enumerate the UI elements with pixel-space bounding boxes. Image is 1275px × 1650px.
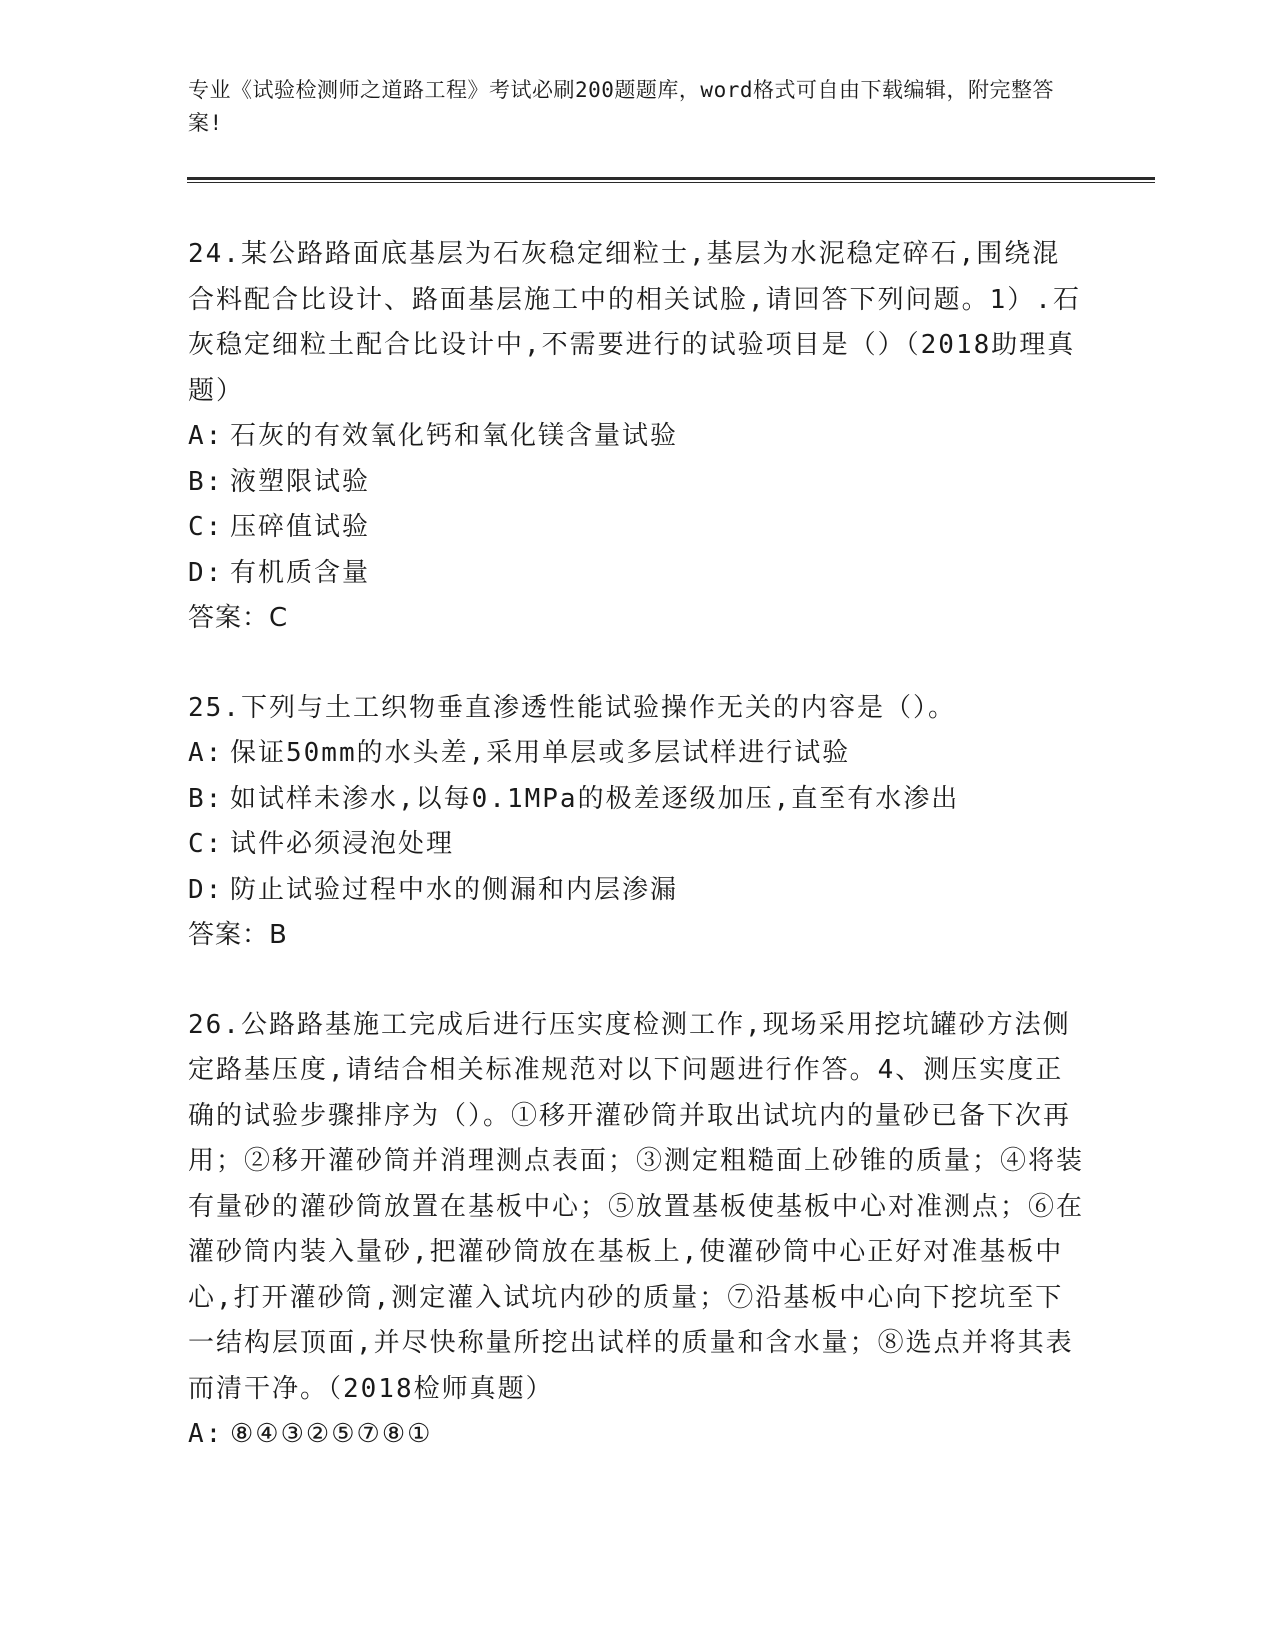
option-text: 试件必须浸泡处理	[230, 829, 455, 859]
answer: 答案：C	[188, 603, 289, 633]
option-text: 防止试验过程中水的侧漏和内层渗漏	[230, 874, 679, 905]
option-letter: A:	[188, 421, 224, 451]
document-header: 专业《试验检测师之道路工程》考试必刷200题题库，word格式可自由下载编辑，附完整答案!	[188, 78, 1054, 135]
option-letter: C:	[188, 829, 224, 859]
option-d	[188, 551, 1088, 597]
option-letter: A:	[188, 738, 224, 768]
option-letter: B:	[188, 783, 224, 814]
option-letter: D:	[188, 557, 224, 588]
question-26	[188, 1003, 1088, 1458]
question-text: 25.下列与土工织物垂直渗透性能试验操作无关的内容是（）。	[188, 692, 956, 723]
question-text: 24.某公路路面底基层为石灰稳定细粒士,基层为水泥稳定碎石,围绕混合料配合比设计、路面基层施工中的相关试脸,请回答下列问题。1）.石灰稳定细粒土配合比设计中,不需要进行的试验项目是（）（2018助理真题）	[188, 239, 1081, 406]
header-divider-thick	[187, 177, 1155, 180]
option-letter: A:	[188, 1419, 224, 1449]
option-letter: C:	[188, 512, 224, 542]
option-a	[188, 1412, 1088, 1458]
option-b	[188, 777, 1088, 823]
header-divider-thin	[187, 182, 1155, 183]
answer: 答案：B	[188, 920, 288, 950]
option-letter: B:	[188, 466, 224, 497]
option-letter: D:	[188, 874, 224, 905]
option-a	[188, 414, 1088, 460]
option-text: 保证50mm的水头差,采用单层或多层试样进行试验	[230, 738, 851, 768]
option-a	[188, 731, 1088, 777]
option-text: 如试样未渗水,以每0.1MPa的极差逐级加压,直至有水渗出	[230, 783, 960, 814]
question-list	[188, 232, 1088, 1502]
option-d	[188, 868, 1088, 914]
option-b	[188, 460, 1088, 506]
option-text: 有机质含量	[230, 557, 371, 588]
option-text: 压碎值试验	[230, 512, 371, 542]
option-text: 液塑限试验	[230, 466, 371, 497]
question-25	[188, 686, 1088, 959]
option-c	[188, 822, 1088, 868]
option-c	[188, 505, 1088, 551]
option-text: ⑧④③②⑤⑦⑧①	[230, 1419, 433, 1449]
question-24	[188, 232, 1088, 642]
option-text: 石灰的有效氧化钙和氧化镁含量试验	[230, 421, 679, 451]
question-text: 26.公路路基施工完成后进行压实度检测工作,现场采用挖坑罐砂方法侧定路基压度,请结合相关标准规范对以下问题进行作答。4、测压实度正确的试验步骤排序为（）。①移开灌砂筒并取出试坑内的量砂已备下次再用；②移开灌砂筒并消理测点表面；③测定粗糙面上砂锥的质量；④将装有量砂的灌砂筒放置在基板中心；⑤放置基板使基板中心对准测点；⑥在灌砂筒内装入量砂,把灌砂筒放在基板上,使灌砂筒中心正好对准基板中心,打开灌砂筒,测定灌入试坑内砂的质量；⑦沿基板中心向下挖坑至下一结构层顶面,并尽快称量所挖出试样的质量和含水量；⑧选点并将其表而清干净。（2018检师真题）	[188, 1009, 1085, 1404]
